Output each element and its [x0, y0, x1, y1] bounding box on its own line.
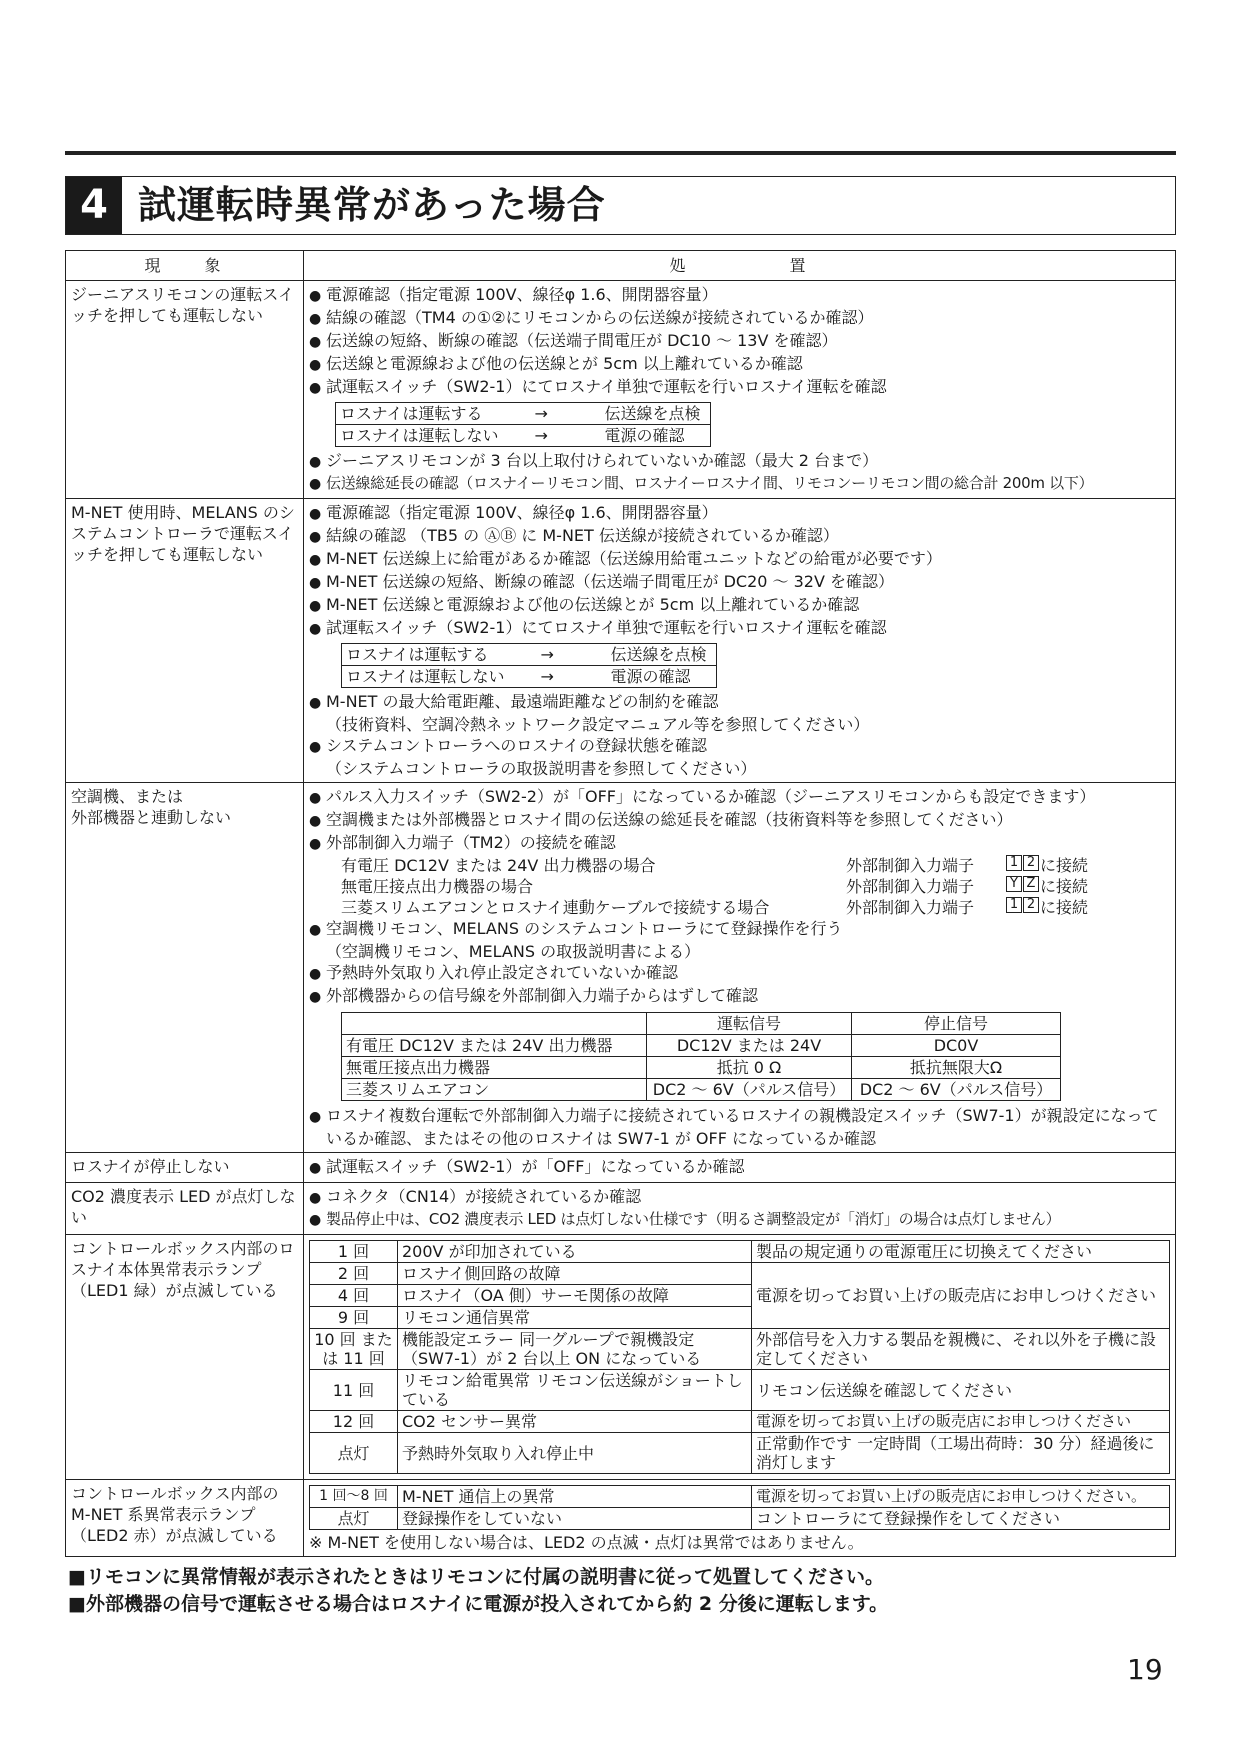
note-text: （システムコントローラの取扱説明書を参照してください）	[326, 759, 757, 778]
fault-cause: リモコン給電異常 リモコン伝送線がショートしている	[398, 1370, 752, 1411]
fault-cause: ロスナイ（OA 側）サーモ関係の故障	[398, 1285, 752, 1307]
blink-count: 1 回	[310, 1241, 398, 1263]
list-item: ● M-NET 伝送線上に給電があるか確認（伝送線用給電ユニットなどの給電が必要です）	[309, 548, 1170, 571]
led1-table	[309, 1240, 1170, 1474]
symptom-line: 外部機器と連動しない	[71, 808, 232, 827]
ext-terminal-row	[309, 876, 1170, 897]
table-row	[310, 1370, 1170, 1411]
footer-note-2: ■外部機器の信号で運転させる場合はロスナイに電源が投入されてから約 2 分後に運転します。	[68, 1593, 889, 1615]
table-header-row	[66, 251, 1176, 281]
list-item: ● 試運転スイッチ（SW2-1）にてロスナイ単独で運転を行いロスナイ運転を確認	[309, 617, 1170, 640]
table-cell: 運転信号	[647, 1013, 852, 1035]
note-text: ※ M-NET を使用しない場合は、LED2 の点滅・点灯は異常ではありません。	[309, 1533, 864, 1552]
list-item: ● M-NET 伝送線の短絡、断線の確認（伝送端子間電圧が DC20 ～ 32V を確認）	[309, 571, 1170, 594]
table-row	[310, 1411, 1170, 1433]
check-state: ロスナイは運転しない	[342, 666, 537, 688]
arrow: →	[537, 666, 607, 688]
fault-action: リモコン伝送線を確認してください	[752, 1370, 1170, 1411]
fault-cause: M-NET 通信上の異常	[398, 1486, 752, 1508]
table-row	[336, 403, 711, 425]
fault-cause: CO2 センサー異常	[398, 1411, 752, 1433]
list-item: ● 試運転スイッチ（SW2-1）にてロスナイ単独で運転を行いロスナイ運転を確認	[309, 376, 1170, 399]
arrow: →	[531, 403, 601, 425]
terminal-box: Z	[1023, 876, 1039, 892]
symptom-cell: CO2 濃度表示 LED が点灯しない	[66, 1183, 304, 1235]
fault-cause: 200V が印加されている	[398, 1241, 752, 1263]
list-item: ● ジーニアスリモコンが 3 台以上取付けられていないか確認（最大 2 台まで）	[309, 450, 1170, 473]
terminal-label: 外部制御入力端子	[846, 856, 975, 875]
blink-count: 2 回	[310, 1263, 398, 1285]
table-cell: 停止信号	[852, 1013, 1061, 1035]
list-item: ● システムコントローラへのロスナイの登録状態を確認	[309, 735, 1170, 758]
list-item: ● 空調機リモコン、MELANS のシステムコントローラにて登録操作を行う	[309, 918, 1170, 941]
connect-label: に接続	[1040, 856, 1089, 875]
note-text: （技術資料、空調冷熱ネットワーク設定マニュアル等を参照してください）	[326, 715, 870, 734]
arrow: →	[531, 425, 601, 447]
footer-note-1: ■リモコンに異常情報が表示されたときはリモコンに付属の説明書に従って処置してください。	[68, 1566, 884, 1588]
table-row	[310, 1433, 1170, 1474]
symptom-cell: コントロールボックス内部のロスナイ本体異常表示ランプ（LED1 緑）が点滅している	[66, 1235, 304, 1480]
check-action: 電源の確認	[607, 666, 717, 688]
blink-count: 1 回～8 回	[310, 1486, 398, 1508]
check-state: ロスナイは運転しない	[336, 425, 531, 447]
fault-action: 電源を切ってお買い上げの販売店にお申しつけください	[752, 1411, 1170, 1433]
action-cell	[304, 499, 1176, 783]
table-cell	[342, 1013, 647, 1035]
blink-count: 4 回	[310, 1285, 398, 1307]
list-item: ● 電源確認（指定電源 100V、線径φ 1.6、開閉器容量）	[309, 284, 1170, 307]
fault-action: 正常動作です 一定時間（工場出荷時：30 分）経過後に消灯します	[752, 1433, 1170, 1474]
ext-terminal-row	[309, 855, 1170, 876]
list-item: ● 伝送線の短絡、断線の確認（伝送端子間電圧が DC10 ～ 13V を確認）	[309, 330, 1170, 353]
fault-action: コントローラにて登録操作をしてください	[752, 1508, 1170, 1530]
fault-cause: リモコン通信異常	[398, 1307, 752, 1329]
table-row	[336, 425, 711, 447]
blink-count: 11 回	[310, 1370, 398, 1411]
list-item: ● 空調機または外部機器とロスナイ間の伝送線の総延長を確認（技術資料等を参照してください）	[309, 809, 1170, 832]
table-cell: 無電圧接点出力機器	[342, 1057, 647, 1079]
symptom-cell: M-NET 使用時、MELANS のシステムコントローラで運転スイッチを押しても運転しない	[66, 499, 304, 783]
list-item: ● ロスナイ複数台運転で外部制御入力端子に接続されているロスナイの親機設定スイッチ（SW7-1）が親設定になっているか確認、またはその他のロスナイは SW7-1 が OFF になっているか確認	[309, 1105, 1170, 1149]
table-row	[310, 1329, 1170, 1370]
list-item: ● 伝送線総延長の確認（ロスナイーリモコン間、ロスナイーロスナイ間、リモコンーリモコン間の総合計 200m 以下）	[309, 473, 1170, 495]
table-row	[342, 666, 717, 688]
check-table	[341, 643, 717, 688]
fault-cause: ロスナイ側回路の故障	[398, 1263, 752, 1285]
symptom-line: 空調機、または	[71, 787, 184, 806]
table-cell: DC12V または 24V	[647, 1035, 852, 1057]
action-cell	[304, 1235, 1176, 1480]
action-cell	[304, 1153, 1176, 1183]
note-text: （空調機リモコン、MELANS の取扱説明書による）	[326, 942, 701, 961]
terminal-box: 1	[1006, 897, 1022, 913]
blink-count: 12 回	[310, 1411, 398, 1433]
device-type: 三菱スリムエアコンとロスナイ連動ケーブルで接続する場合	[341, 898, 770, 917]
fault-cause: 機能設定エラー 同一グループで親機設定（SW7-1）が 2 台以上 ON になっている	[398, 1329, 752, 1370]
led2-table	[309, 1485, 1170, 1530]
terminal-box: Y	[1006, 876, 1022, 892]
blink-count: 9 回	[310, 1307, 398, 1329]
table-cell: 抵抗無限大Ω	[852, 1057, 1061, 1079]
table-row	[310, 1263, 1170, 1285]
table-cell: 有電圧 DC12V または 24V 出力機器	[342, 1035, 647, 1057]
table-cell: 抵抗 0 Ω	[647, 1057, 852, 1079]
header-action: 処 置	[304, 251, 1176, 281]
device-type: 無電圧接点出力機器の場合	[341, 877, 534, 896]
list-item: ● 製品停止中は、CO2 濃度表示 LED は点灯しない仕様です（明るさ調整設定が「消灯」の場合は点灯しません）	[309, 1209, 1170, 1231]
fault-cause: 予熱時外気取り入れ停止中	[398, 1433, 752, 1474]
list-item: ● 伝送線と電源線および他の伝送線とが 5cm 以上離れているか確認	[309, 353, 1170, 376]
table-row	[342, 644, 717, 666]
check-state: ロスナイは運転する	[336, 403, 531, 425]
blink-count: 点灯	[310, 1433, 398, 1474]
blink-count: 点灯	[310, 1508, 398, 1530]
section-header	[65, 176, 1176, 235]
table-row	[66, 1235, 1176, 1480]
list-item: ● 電源確認（指定電源 100V、線径φ 1.6、開閉器容量）	[309, 502, 1170, 525]
table-row	[342, 1035, 1061, 1057]
table-cell: DC2 ～ 6V（パルス信号）	[852, 1079, 1061, 1101]
arrow: →	[537, 644, 607, 666]
symptom-cell: コントロールボックス内部の M-NET 系異常表示ランプ（LED2 赤）が点滅している	[66, 1480, 304, 1557]
terminal-box: 2	[1023, 855, 1039, 871]
list-item: ● 結線の確認 （TB5 の ⒶⒷ に M-NET 伝送線が接続されているか確認）	[309, 525, 1170, 548]
table-cell: DC2 ～ 6V（パルス信号）	[647, 1079, 852, 1101]
table-row	[66, 1153, 1176, 1183]
table-cell: 三菱スリムエアコン	[342, 1079, 647, 1101]
check-table	[335, 402, 711, 447]
check-action: 伝送線を点検	[607, 644, 717, 666]
terminal-box: 1	[1006, 855, 1022, 871]
symptom-cell: ジーニアスリモコンの運転スイッチを押しても運転しない	[66, 281, 304, 499]
check-action: 電源の確認	[601, 425, 711, 447]
table-row	[310, 1508, 1170, 1530]
fault-action: 外部信号を入力する製品を親機に、それ以外を子機に設定してください	[752, 1329, 1170, 1370]
table-row	[310, 1486, 1170, 1508]
action-cell	[304, 281, 1176, 499]
page-number: 19	[1127, 1653, 1163, 1686]
action-cell	[304, 783, 1176, 1153]
connect-label: に接続	[1040, 877, 1089, 896]
terminal-label: 外部制御入力端子	[846, 898, 975, 917]
action-cell	[304, 1183, 1176, 1235]
list-item: ● コネクタ（CN14）が接続されているか確認	[309, 1186, 1170, 1209]
table-row	[310, 1241, 1170, 1263]
symptom-cell	[66, 783, 304, 1153]
fault-cause: 登録操作をしていない	[398, 1508, 752, 1530]
table-row	[66, 281, 1176, 499]
terminal-label: 外部制御入力端子	[846, 877, 975, 896]
fault-action: 電源を切ってお買い上げの販売店にお申しつけください	[752, 1263, 1170, 1329]
action-cell	[304, 1480, 1176, 1557]
table-row	[66, 783, 1176, 1153]
list-item: ● パルス入力スイッチ（SW2-2）が「OFF」になっているか確認（ジーニアスリモコンからも設定できます）	[309, 786, 1170, 809]
section-title: 試運転時異常があった場合	[138, 183, 606, 227]
section-number: 4	[66, 177, 122, 234]
list-item: ● M-NET 伝送線と電源線および他の伝送線とが 5cm 以上離れているか確認	[309, 594, 1170, 617]
table-row	[66, 1183, 1176, 1235]
list-item: ● 試運転スイッチ（SW2-1）が「OFF」になっているか確認	[309, 1156, 1170, 1179]
list-item: ● 外部制御入力端子（TM2）の接続を確認	[309, 832, 1170, 855]
list-item: ● 結線の確認（TM4 の①②にリモコンからの伝送線が接続されているか確認）	[309, 307, 1170, 330]
fault-action: 製品の規定通りの電源電圧に切換えてください	[752, 1241, 1170, 1263]
symptom-cell: ロスナイが停止しない	[66, 1153, 304, 1183]
signal-table	[341, 1012, 1061, 1101]
list-item: ● 予熱時外気取り入れ停止設定されていないか確認	[309, 962, 1170, 985]
list-item: ● 外部機器からの信号線を外部制御入力端子からはずして確認	[309, 985, 1170, 1008]
check-state: ロスナイは運転する	[342, 644, 537, 666]
table-row	[66, 1480, 1176, 1557]
list-item: ● M-NET の最大給電距離、最遠端距離などの制約を確認	[309, 691, 1170, 714]
check-action: 伝送線を点検	[601, 403, 711, 425]
table-row	[342, 1057, 1061, 1079]
table-row	[342, 1079, 1061, 1101]
connect-label: に接続	[1040, 898, 1089, 917]
table-row	[66, 499, 1176, 783]
table-cell: DC0V	[852, 1035, 1061, 1057]
header-symptom: 現 象	[66, 251, 304, 281]
ext-terminal-row	[309, 897, 1170, 918]
fault-action: 電源を切ってお買い上げの販売店にお申しつけください。	[752, 1486, 1170, 1508]
device-type: 有電圧 DC12V または 24V 出力機器の場合	[341, 856, 656, 875]
blink-count: 10 回 または 11 回	[310, 1329, 398, 1370]
terminal-box: 2	[1023, 897, 1039, 913]
top-rule	[65, 151, 1176, 155]
troubleshooting-table	[65, 250, 1176, 1557]
table-row	[342, 1013, 1061, 1035]
